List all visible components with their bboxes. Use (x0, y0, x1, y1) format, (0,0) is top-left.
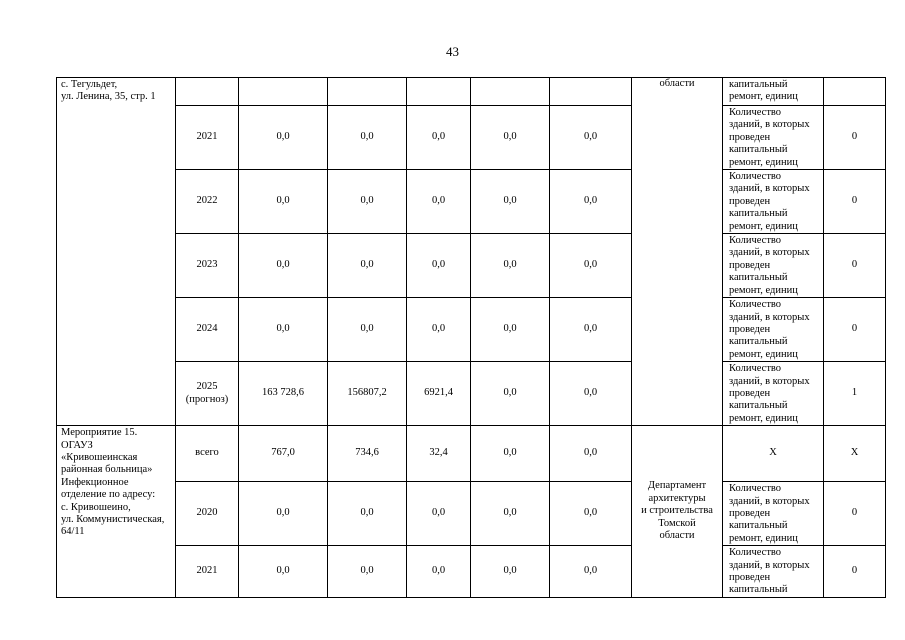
value-cell: 0,0 (407, 234, 471, 298)
indicator-cell: Количество зданий, в которых проведен капитальный ремонт, единиц (723, 362, 824, 426)
value-cell: 163 728,6 (239, 362, 328, 426)
value-cell: 0,0 (328, 482, 407, 546)
responsible-org-cell: области (632, 78, 723, 426)
count-cell: Х (824, 426, 886, 482)
value-cell: 0,0 (550, 170, 632, 234)
value-cell: 0,0 (550, 234, 632, 298)
value-cell: 0,0 (550, 298, 632, 362)
value-cell: 0,0 (471, 106, 550, 170)
value-cell: 0,0 (407, 546, 471, 598)
year-cell: 2021 (176, 546, 239, 598)
value-cell: 0,0 (550, 362, 632, 426)
value-cell: 0,0 (407, 482, 471, 546)
value-cell: 0,0 (239, 234, 328, 298)
count-cell: 0 (824, 298, 886, 362)
value-cell: 0,0 (550, 106, 632, 170)
count-cell (824, 78, 886, 106)
value-cell: 6921,4 (407, 362, 471, 426)
value-cell: 0,0 (239, 546, 328, 598)
count-cell: 0 (824, 234, 886, 298)
value-cell: 32,4 (407, 426, 471, 482)
year-cell: 2020 (176, 482, 239, 546)
count-cell: 1 (824, 362, 886, 426)
indicator-cell: Количество зданий, в которых проведен капитальный ремонт, единиц (723, 234, 824, 298)
indicator-cell: Количество зданий, в которых проведен капитальный ремонт, единиц (723, 106, 824, 170)
object-address-cell: Мероприятие 15. ОГАУЗ «Кривошеинская районная больница» Инфекционное отделение по адресу: с. Кривошеино, ул. Коммунистическая, 64/11 (57, 426, 176, 598)
value-cell (407, 78, 471, 106)
program-table (56, 77, 886, 598)
year-cell: 2021 (176, 106, 239, 170)
count-cell: 0 (824, 482, 886, 546)
value-cell: 0,0 (471, 482, 550, 546)
value-cell: 0,0 (328, 546, 407, 598)
value-cell: 0,0 (328, 298, 407, 362)
value-cell: 0,0 (407, 106, 471, 170)
year-cell: всего (176, 426, 239, 482)
page-number: 43 (446, 44, 459, 59)
value-cell: 0,0 (239, 482, 328, 546)
value-cell: 0,0 (239, 170, 328, 234)
value-cell (328, 78, 407, 106)
indicator-cell: Количество зданий, в которых проведен капитальный ремонт, единиц (723, 170, 824, 234)
table-row (57, 426, 886, 482)
value-cell: 156807,2 (328, 362, 407, 426)
value-cell: 0,0 (407, 170, 471, 234)
table-row (57, 106, 886, 170)
count-cell: 0 (824, 106, 886, 170)
year-cell: 2024 (176, 298, 239, 362)
value-cell: 0,0 (550, 546, 632, 598)
indicator-cell: капитальный ремонт, единиц (723, 78, 824, 106)
value-cell: 0,0 (239, 106, 328, 170)
table-row (57, 298, 886, 362)
indicator-cell: Количество зданий, в которых проведен капитальный ремонт, единиц (723, 298, 824, 362)
value-cell: 0,0 (328, 170, 407, 234)
count-cell: 0 (824, 170, 886, 234)
table-row (57, 362, 886, 426)
year-cell (176, 78, 239, 106)
value-cell (550, 78, 632, 106)
value-cell: 767,0 (239, 426, 328, 482)
value-cell (239, 78, 328, 106)
year-cell: 2023 (176, 234, 239, 298)
value-cell: 0,0 (407, 298, 471, 362)
value-cell: 0,0 (471, 170, 550, 234)
responsible-org-cell: Департамент архитектуры и строительства Томской области (632, 426, 723, 598)
indicator-cell: Количество зданий, в которых проведен капитальный (723, 546, 824, 598)
year-cell: 2025 (прогноз) (176, 362, 239, 426)
count-cell: 0 (824, 546, 886, 598)
value-cell: 0,0 (328, 106, 407, 170)
table-row (57, 482, 886, 546)
value-cell: 0,0 (471, 234, 550, 298)
table-row (57, 234, 886, 298)
value-cell: 0,0 (471, 546, 550, 598)
value-cell (471, 78, 550, 106)
indicator-cell: Х (723, 426, 824, 482)
value-cell: 0,0 (471, 298, 550, 362)
value-cell: 0,0 (550, 426, 632, 482)
value-cell: 0,0 (550, 482, 632, 546)
indicator-cell: Количество зданий, в которых проведен капитальный ремонт, единиц (723, 482, 824, 546)
value-cell: 0,0 (471, 426, 550, 482)
table-row (57, 546, 886, 598)
table-row (57, 78, 886, 106)
value-cell: 0,0 (328, 234, 407, 298)
object-address-cell: с. Тегульдет, ул. Ленина, 35, стр. 1 (57, 78, 176, 426)
year-cell: 2022 (176, 170, 239, 234)
table-row (57, 170, 886, 234)
value-cell: 734,6 (328, 426, 407, 482)
value-cell: 0,0 (471, 362, 550, 426)
value-cell: 0,0 (239, 298, 328, 362)
